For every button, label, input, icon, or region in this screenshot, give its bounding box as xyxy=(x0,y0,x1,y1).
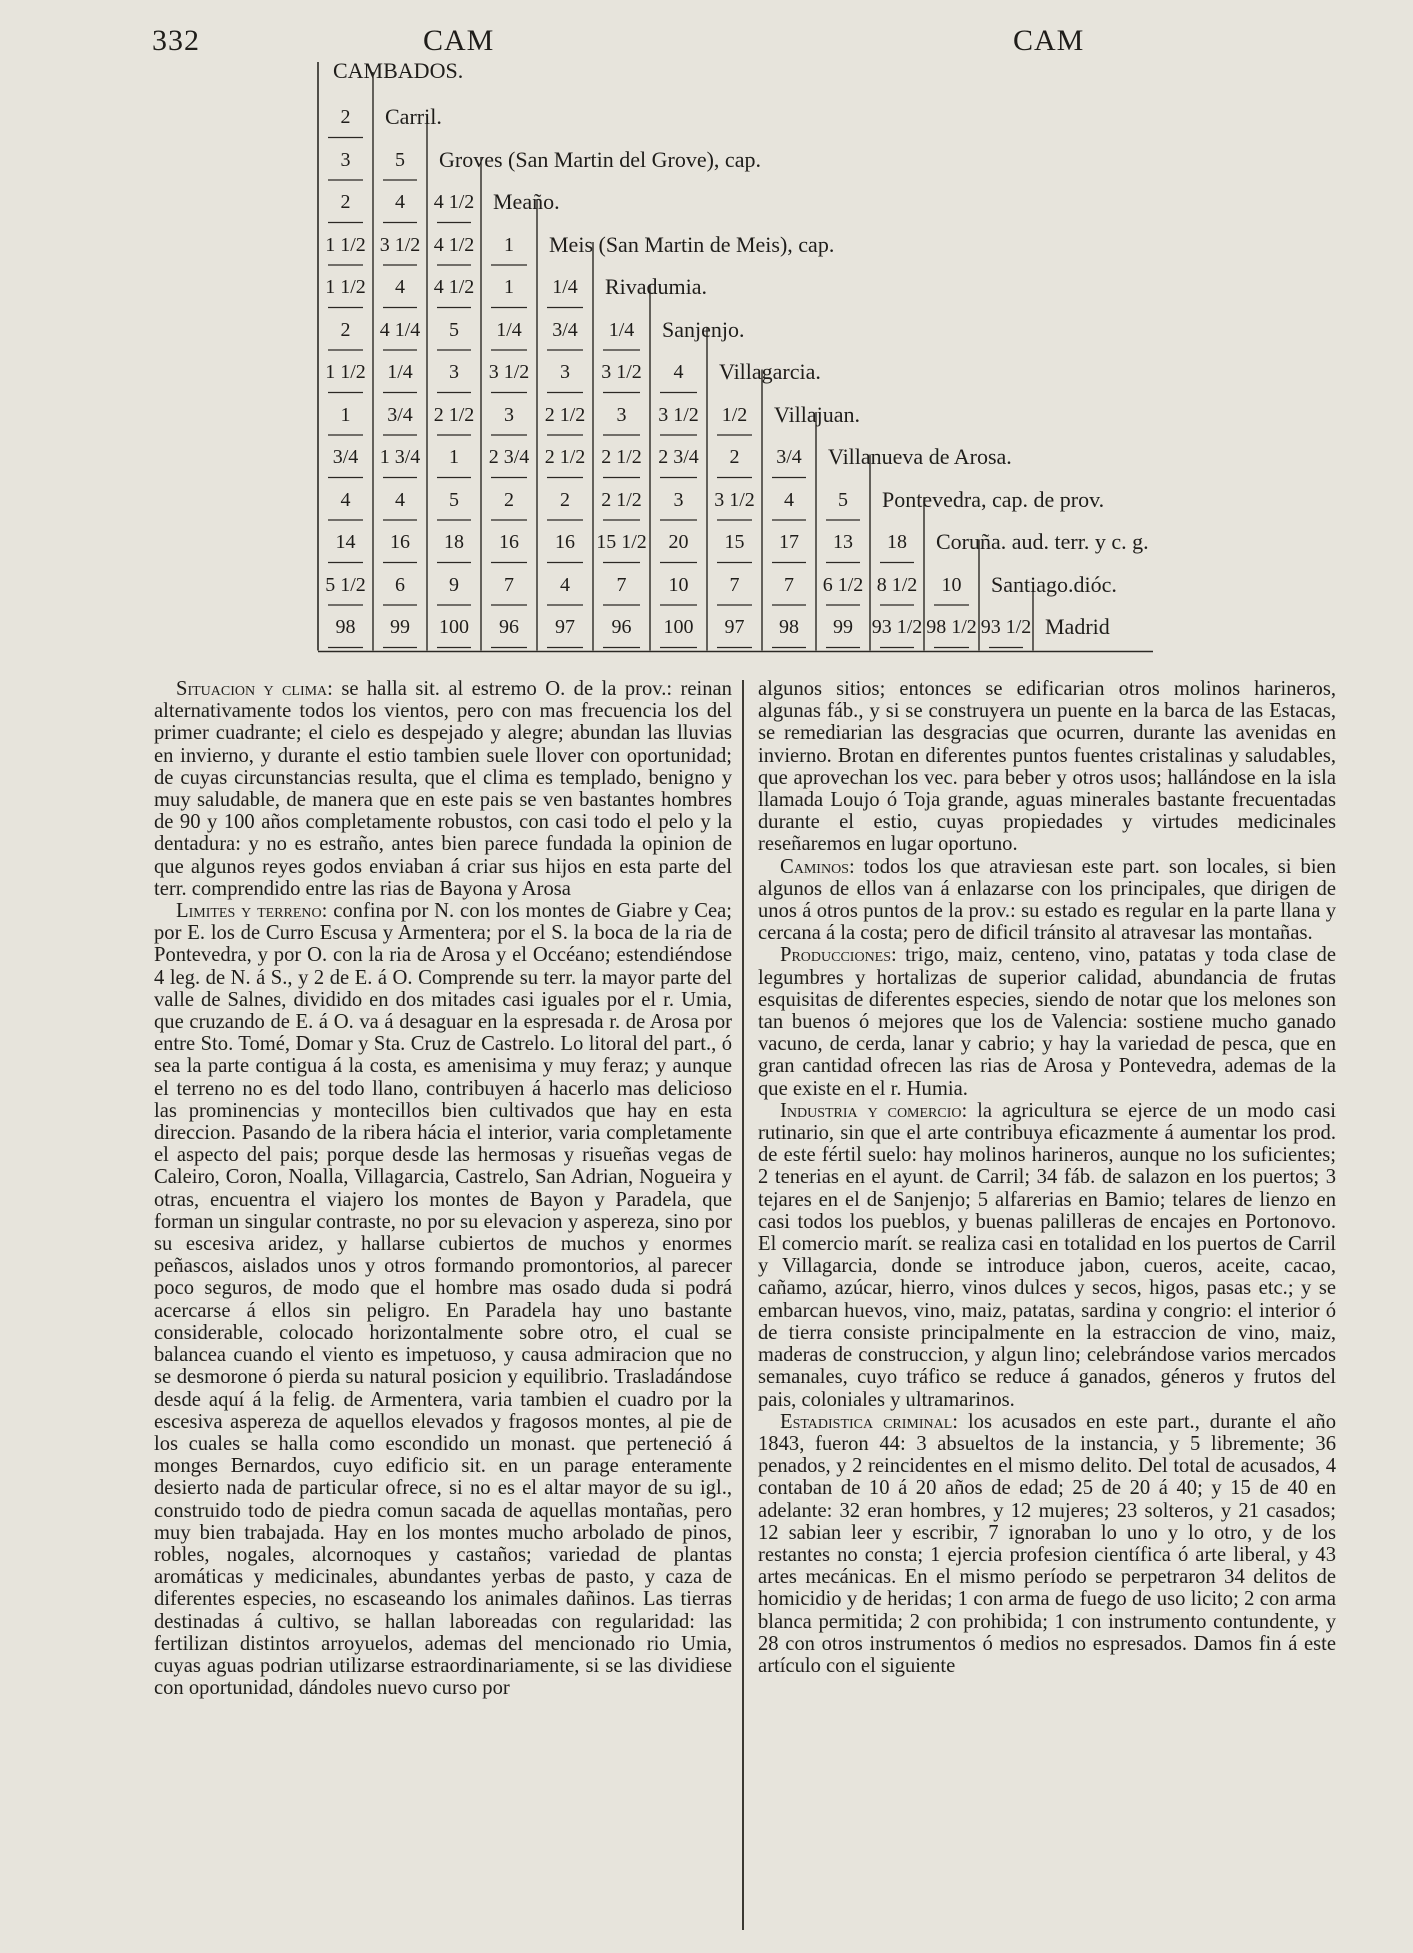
table-place-name: Rivadumia. xyxy=(605,274,708,299)
table-place-name: Sanjenjo. xyxy=(662,316,745,342)
table-cell: 96 xyxy=(611,616,632,638)
section-lead: Estadistica criminal xyxy=(780,1410,953,1433)
table-cell: 20 xyxy=(668,531,689,553)
table-cell: 3 xyxy=(560,361,570,383)
table-cell: 98 xyxy=(779,616,799,638)
paragraph xyxy=(758,1411,1336,1677)
left-text-column xyxy=(154,678,732,1934)
table-cell: 2 3/4 xyxy=(658,446,699,468)
table-place-name: Meis (San Martin de Meis), cap. xyxy=(549,231,835,257)
table-cell: 1 1/2 xyxy=(325,233,366,256)
table-cell: 4 xyxy=(560,573,570,596)
table-cell: 4 1/4 xyxy=(379,318,421,341)
paragraph xyxy=(758,944,1336,1099)
table-cell: 3 1/2 xyxy=(488,361,530,383)
table-cell: 16 xyxy=(390,531,410,553)
paragraph xyxy=(758,856,1336,945)
table-cell: 2 1/2 xyxy=(544,403,586,426)
table-cell: 1 xyxy=(504,276,514,298)
table-cell: 96 xyxy=(499,616,519,638)
table-cell: 6 1/2 xyxy=(822,573,864,596)
table-cell: 100 xyxy=(439,616,469,638)
table-cell: 98 1/2 xyxy=(926,616,977,638)
paragraph xyxy=(758,1100,1336,1411)
table-cell: 17 xyxy=(779,531,799,553)
table-cell: 5 xyxy=(449,318,459,341)
table-cell: 15 xyxy=(724,531,745,553)
table-cell: 1 3/4 xyxy=(379,446,421,468)
table-cell: 14 xyxy=(335,531,356,553)
table-cell: 1 1/2 xyxy=(325,276,366,298)
table-cell: 2 xyxy=(504,488,514,511)
section-lead: Producciones xyxy=(780,944,892,967)
table-cell: 3/4 xyxy=(776,446,802,468)
table-cell: 99 xyxy=(833,616,853,638)
table-cell: 4 1/2 xyxy=(433,191,475,213)
table-place-name: Groves (San Martin del Grove), cap. xyxy=(439,146,761,172)
table-cell: 1/4 xyxy=(552,276,578,298)
table-cell: 7 xyxy=(504,573,514,596)
table-cell: 2 xyxy=(340,191,351,213)
column-divider xyxy=(742,680,744,1930)
running-head-right: CAM xyxy=(1013,24,1085,57)
table-cell: 4 xyxy=(784,488,794,511)
table-cell: 2 1/2 xyxy=(601,488,642,511)
table-cell: 5 xyxy=(838,488,848,511)
table-cell: 16 xyxy=(555,531,575,553)
table-cell: 6 xyxy=(395,573,405,596)
table-cell: 7 xyxy=(784,573,794,596)
table-cell: 7 xyxy=(729,573,740,596)
table-place-name: Pontevedra, cap. de prov. xyxy=(882,486,1105,512)
table-cell: 9 xyxy=(449,573,459,596)
paragraph-text: : confina por N. con los montes de Giabre y Cea; por E. los de Curro Escusa y Armentera; por el S. la boca de la ria de Pontevedra, y por O. con la ria de Arosa y el Occéano; estendiéndose 4 leg. de N. á S., y 2 de E. á O. Comprende su terr. la mayor parte del valle de Salnes, dividido en dos mitades casi iguales por el r. Umia, que cruzando de E. á O. va á desaguar en la espresada r. de Arosa por entre Sto. Tomé, Domar y Sta. Cruz de Castrelo. Lo litoral del part., ó sea la parte contigua á la costa, es amenisima y muy feraz; y aunque el terreno no es del todo llano, contribuyen á hacerlo mas delicioso las prominencias y montecillos bien cultivados que hay en esta direccion. Pasando de la ribera hácia el interior, varia completamente el aspecto del pais; porque desde las hermosas y risueñas vegas de Caleiro, Coron, Noalla, Villagarcia, Castrelo, San Adrian, Nogueira y otras, encuentra el viajero los montes de Bayon y Paradela, que forman un singular contraste, no por su elevacion y aspereza, sino por su escesiva aridez, y hallarse cubiertos de muchos y enormes peñascos, aislados unos y otros formando promontorios, al parecer poco seguros, de modo que el hombre mas osado duda si podrá acercarse á ellos sin peligro. En Paradela hay uno bastante considerable, colocado horizontalmente sobre otro, el cual se balancea cuando el viento es impetuoso, y causa admiracion que no se desmorone ó pierda su natural posicion y equilibrio. Trasladándose desde aquí á la felig. de Armentera, varia tambien el cuadro por la escesiva aspereza de aquellos elevados y fragosos montes, al pie de los cuales se halla como escondido un monast. que perteneció á monges Bernardos, cuyo edificio sit. en un parage enteramente desierto nada de particular ofrece, si no es el altar mayor de su igl., construido todo de piedra comun sacada de aquellas montañas, pero muy bien trabajada. Hay en los montes mucho arbolado de pinos, robles, nogales, alcornoques y castaños; variedad de plantas aromáticas y medicinales, abundantes yerbas de pasto, y caza de diferentes especies, no escaseando los animales dañinos. Las tierras destinadas á cultivo, se hallan laboreadas con regularidad: las fertilizan distintos arroyuelos, ademas del mencionado rio Umia, cuyas aguas podrian utilizarse estraordinariamente, si se las dividiese con oportunidad, dándoles nuevo curso por xyxy=(154,900,732,1700)
table-cell: 2 3/4 xyxy=(488,446,530,468)
table-cell: 3 1/2 xyxy=(658,403,699,426)
table-place-name: Santiago.dióc. xyxy=(991,571,1117,597)
table-place-name: Meaño. xyxy=(493,189,560,214)
table-place-name: Madrid xyxy=(1045,614,1110,639)
table-cell: 10 xyxy=(668,573,689,596)
table-cell: 93 1/2 xyxy=(980,616,1032,638)
table-cell: 5 xyxy=(395,148,405,171)
table-cell: 4 xyxy=(340,488,351,511)
table-cell: 3 1/2 xyxy=(601,361,642,383)
table-cell: 3/4 xyxy=(387,403,413,426)
table-cell: 3 1/2 xyxy=(714,488,755,511)
table-cell: 18 xyxy=(887,531,907,553)
paragraph xyxy=(154,678,732,900)
section-lead: Limites y terreno xyxy=(176,900,322,923)
table-cell: 1 1/2 xyxy=(325,361,366,383)
table-place-name: Villagarcia. xyxy=(719,359,821,384)
table-cell: 15 1/2 xyxy=(596,531,647,553)
table-cell: 2 xyxy=(729,446,740,468)
table-cell: 97 xyxy=(724,616,745,638)
paragraph xyxy=(154,900,732,1699)
table-cell: 3 xyxy=(504,403,514,426)
table-cell: 3 xyxy=(673,488,684,511)
paragraph xyxy=(758,678,1336,856)
table-cell: 4 1/2 xyxy=(433,276,475,298)
paragraph-text: : los acusados en este part., durante el año 1843, fueron 44: 3 absueltos de la instancia, y 5 libremente; 36 penados, y 2 reincidentes en el mismo delito. Del total de acusados, 4 contaban de 10 á 20 años de edad; 25 de 20 á 40; y 15 de 40 en adelante: 32 eran hombres, y 12 mujeres; 23 solteros, y 21 casados; 12 sabian leer y escribir, 7 ignoraban lo uno y lo otro, y de los restantes no consta; 1 ejercia profesion científica ó arte liberal, y 43 artes mecánicas. En el mismo período se perpetraron 34 delitos de homicidio y de heridas; 1 con arma de fuego de uso licito; 2 con arma blanca permitida; 2 con prohibida; 1 con instrumento contundente, y 28 con otros instrumentos ó medios no espresados. Damos fin á este artículo con el siguiente xyxy=(758,1410,1336,1677)
table-cell: 8 1/2 xyxy=(876,573,918,596)
paragraph-text: : se halla sit. al estremo O. de la prov.: reinan alternativamente todos los vientos, pero con mas frecuencia los del primer cuadrante; el cielo es despejado y alegre; abundan las lluvias en invierno, y durante el estio tambien suele llover con oportunidad; de cuyas circunstancias resulta, que el clima es templado, benigno y muy saludable, de manera que en este pais se ven bastantes hombres de 90 y 100 años completamente robustos, con casi todo el pelo y la dentadura: y no es estraño, antes bien parece fundada la opinion de que algunos reyes godos enviaban á criar sus hijos en esta parte del terr. comprendido entre las rias de Bayona y Arosa xyxy=(154,678,732,900)
table-cell: 2 1/2 xyxy=(601,446,642,468)
table-cell: 5 xyxy=(449,488,459,511)
table-cell: 100 xyxy=(663,616,694,638)
table-cell: 13 xyxy=(833,531,853,553)
table-cell: 3/4 xyxy=(332,446,359,468)
table-place-name: Coruña. aud. terr. y c. g. xyxy=(936,529,1149,554)
table-cell: 2 xyxy=(560,488,570,511)
table-cell: 3 xyxy=(616,403,627,426)
table-cell: 3 xyxy=(449,361,459,383)
table-cell: 2 xyxy=(340,106,351,128)
table-place-name: Villanueva de Arosa. xyxy=(828,444,1012,469)
table-cell: 18 xyxy=(444,531,464,553)
table-cell: 1 xyxy=(504,233,514,256)
table-cell: 93 1/2 xyxy=(871,616,923,638)
table-cell: 3 xyxy=(340,148,351,171)
section-lead: Situacion y clima xyxy=(176,678,328,700)
paragraph-text: : trigo, maiz, centeno, vino, patatas y toda clase de legumbres y hortalizas de superior calidad, abundancia de frutas esquisitas de diferentes especies, siendo de notar que los melones son tan buenos ó mejores que los de Valencia: sostiene mucho ganado vacuno, de cerda, lanar y cabrio; y hay la variedad de pesca, que en gran cantidad ofrecen las rias de Arosa y Pontevedra, ademas de la que existe en el r. Humia. xyxy=(758,944,1336,1100)
table-cell: 2 1/2 xyxy=(544,446,586,468)
paragraph-text: algunos sitios; entonces se edificarian otros molinos harineros, algunas fáb., y si se construyera un puente en la barca de las Estacas, se remediarian las desgracias que ocurren, durante las avenidas en invierno. Brotan en diferentes puntos fuentes cristalinas y saludables, que aprovechan los vec. para beber y otros usos; hallándose en la isla llamada Loujo ó Toja grande, aguas minerales bastante frecuentadas durante el estio, cuyas propiedades y virtudes medicinales reseñaremos en lugar oportuno. xyxy=(758,678,1336,856)
right-text-column xyxy=(758,678,1336,1934)
section-lead: Caminos xyxy=(780,855,849,878)
table-cell: 16 xyxy=(499,531,519,553)
table-cell: 4 xyxy=(395,488,405,511)
table-cell: 1/4 xyxy=(387,361,413,383)
table-cell: 4 xyxy=(395,191,405,213)
table-cell: 5 1/2 xyxy=(325,573,366,596)
paragraph-text: : todos los que atraviesan este part. son locales, si bien algunos de ellos van á enlazarse con los principales, que dirigen de unos á otros puntos de la prov.: su estado es regular en la parte llana y cercana á la costa; pero de dificil tránsito al atravesar las montañas. xyxy=(758,855,1336,945)
table-place-name: Villajuan. xyxy=(774,401,861,427)
paragraph-text: : la agricultura se ejerce de un modo casi rutinario, sin que el arte contribuya eficazmente á aumentar los prod. de este fértil suelo: hay molinos harineros, aunque no los suficientes; 2 tenerias en el ayunt. de Carril; 34 fáb. de salazon en los puertos; 3 tejares en el de Sanjenjo; 5 alfarerias en Bamio; telares de lienzo en casi todos los pueblos, y buenas palilleras de encajes en Portonovo. El comercio marít. se realiza casi en totalidad en los puertos de Carril y Villagarcia, donde se introduce jabon, cueros, aceite, cacao, cañamo, azúcar, hierro, vinos dulces y secos, higos, pasas etc.; y se embarcan huevos, vino, maiz, patatas, sardina y congrio: el interior ó de tierra consiste principalmente en la estraccion de vino, maiz, maderas de construccion, y algun lino; celebrándose varios mercados semanales, cuyo tráfico se reduce á ganados, géneros y frutos del pais, coloniales y ultramarinos. xyxy=(758,1099,1336,1411)
table-cell: 4 1/2 xyxy=(433,233,475,256)
table-place-name: Carril. xyxy=(385,104,442,129)
table-cell: 97 xyxy=(555,616,575,638)
table-cell: 1 xyxy=(449,446,459,468)
page-number: 332 xyxy=(152,24,200,57)
table-cell: 98 xyxy=(335,616,356,638)
table-cell: 3/4 xyxy=(552,318,578,341)
table-cell: 2 1/2 xyxy=(433,403,475,426)
table-cell: 1/4 xyxy=(496,318,522,341)
table-cell: 1/4 xyxy=(608,318,635,341)
table-title: CAMBADOS. xyxy=(333,58,464,83)
table-cell: 1/2 xyxy=(721,403,748,426)
table-cell: 1 xyxy=(340,403,351,426)
table-cell: 4 xyxy=(673,361,684,383)
table-cell: 3 1/2 xyxy=(379,233,421,256)
table-cell: 2 xyxy=(340,318,351,341)
table-cell: 4 xyxy=(395,276,405,298)
running-head-left: CAM xyxy=(423,24,495,57)
table-cell: 7 xyxy=(616,573,627,596)
section-lead: Industria y comercio xyxy=(780,1099,962,1122)
table-cell: 99 xyxy=(390,616,410,638)
table-cell: 10 xyxy=(941,573,962,596)
